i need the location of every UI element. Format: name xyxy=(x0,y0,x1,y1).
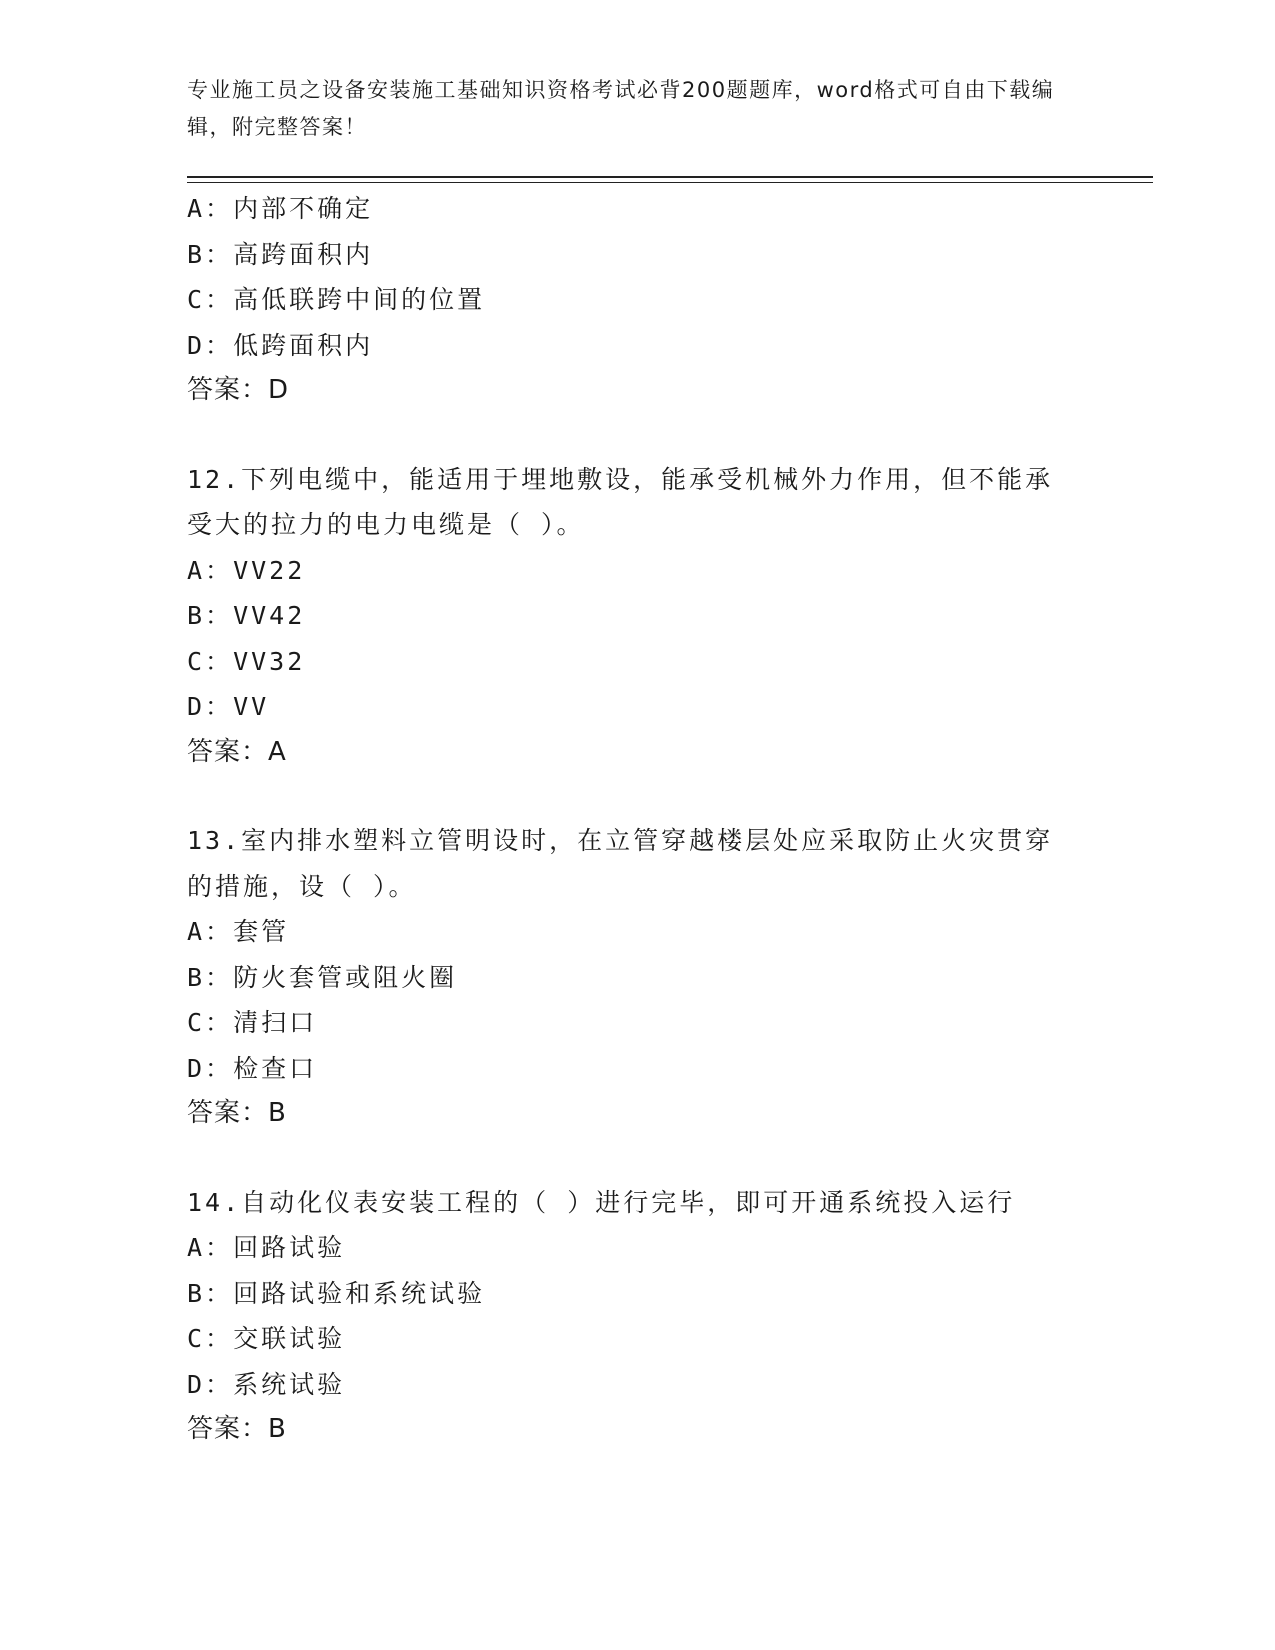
option-letter: C： xyxy=(187,1324,234,1353)
option-letter: D： xyxy=(187,692,234,721)
option-d xyxy=(187,1362,1087,1408)
option-letter: B： xyxy=(187,1278,234,1308)
option-letter: A： xyxy=(187,917,234,946)
answer-line: 答案：B xyxy=(187,1414,287,1444)
option-letter: B： xyxy=(187,962,234,992)
answer-line: 答案：B xyxy=(187,1098,287,1128)
option-text: 高跨面积内 xyxy=(233,239,374,269)
question-11-continued xyxy=(187,186,1087,414)
question-12 xyxy=(187,457,1087,776)
option-text: 内部不确定 xyxy=(233,194,374,223)
option-b xyxy=(187,1271,1087,1317)
option-text: 套管 xyxy=(233,917,290,946)
option-b xyxy=(187,232,1087,278)
option-a xyxy=(187,548,1087,594)
question-13 xyxy=(187,818,1087,1137)
option-text: 回路试验 xyxy=(233,1233,346,1262)
header-divider-thick xyxy=(187,176,1153,178)
option-letter: B： xyxy=(187,239,234,269)
document-header: 专业施工员之设备安装施工基础知识资格考试必背200题题库，word格式可自由下载编辑，附完整答案！ xyxy=(187,78,1055,139)
option-text: 检查口 xyxy=(233,1053,318,1083)
option-letter: C： xyxy=(187,1008,234,1037)
header-divider-thin xyxy=(187,182,1153,183)
option-a xyxy=(187,909,1087,955)
option-letter: A： xyxy=(187,1233,234,1262)
option-d xyxy=(187,684,1087,730)
question-14 xyxy=(187,1180,1087,1453)
option-text: 清扫口 xyxy=(233,1008,318,1037)
option-c xyxy=(187,1000,1087,1046)
answer-line: 答案：A xyxy=(187,736,287,767)
option-text: VV xyxy=(233,692,270,721)
option-d xyxy=(187,1046,1087,1092)
option-b xyxy=(187,593,1087,639)
option-text: 回路试验和系统试验 xyxy=(233,1278,486,1308)
option-letter: D： xyxy=(187,1369,234,1399)
option-a xyxy=(187,1225,1087,1271)
option-c xyxy=(187,639,1087,685)
option-letter: C： xyxy=(187,646,234,676)
option-text: VV32 xyxy=(233,646,306,676)
option-letter: B： xyxy=(187,601,234,630)
question-list xyxy=(187,186,1087,1453)
answer-line: 答案：D xyxy=(187,375,290,405)
option-text: 低跨面积内 xyxy=(233,330,374,360)
option-text: VV22 xyxy=(233,555,306,585)
question-stem: 12.下列电缆中，能适用于埋地敷设，能承受机械外力作用，但不能承受大的拉力的电力电缆是（ ）。 xyxy=(187,464,1054,539)
option-letter: A： xyxy=(187,555,234,585)
option-c xyxy=(187,277,1087,323)
option-letter: D： xyxy=(187,330,234,360)
option-a xyxy=(187,186,1087,232)
option-text: VV42 xyxy=(233,601,306,630)
option-text: 交联试验 xyxy=(233,1324,346,1353)
option-c xyxy=(187,1316,1087,1362)
option-text: 系统试验 xyxy=(233,1369,346,1399)
option-text: 防火套管或阻火圈 xyxy=(233,962,458,992)
question-stem: 13.室内排水塑料立管明设时，在立管穿越楼层处应采取防止火灾贯穿的措施，设（ ）。 xyxy=(187,826,1054,901)
option-text: 高低联跨中间的位置 xyxy=(233,285,486,314)
option-b xyxy=(187,955,1087,1001)
option-letter: D： xyxy=(187,1053,234,1083)
option-d xyxy=(187,323,1087,369)
question-stem: 14.自动化仪表安装工程的（ ）进行完毕，即可开通系统投入运行 xyxy=(187,1187,1016,1217)
option-letter: A： xyxy=(187,194,234,223)
option-letter: C： xyxy=(187,285,234,314)
